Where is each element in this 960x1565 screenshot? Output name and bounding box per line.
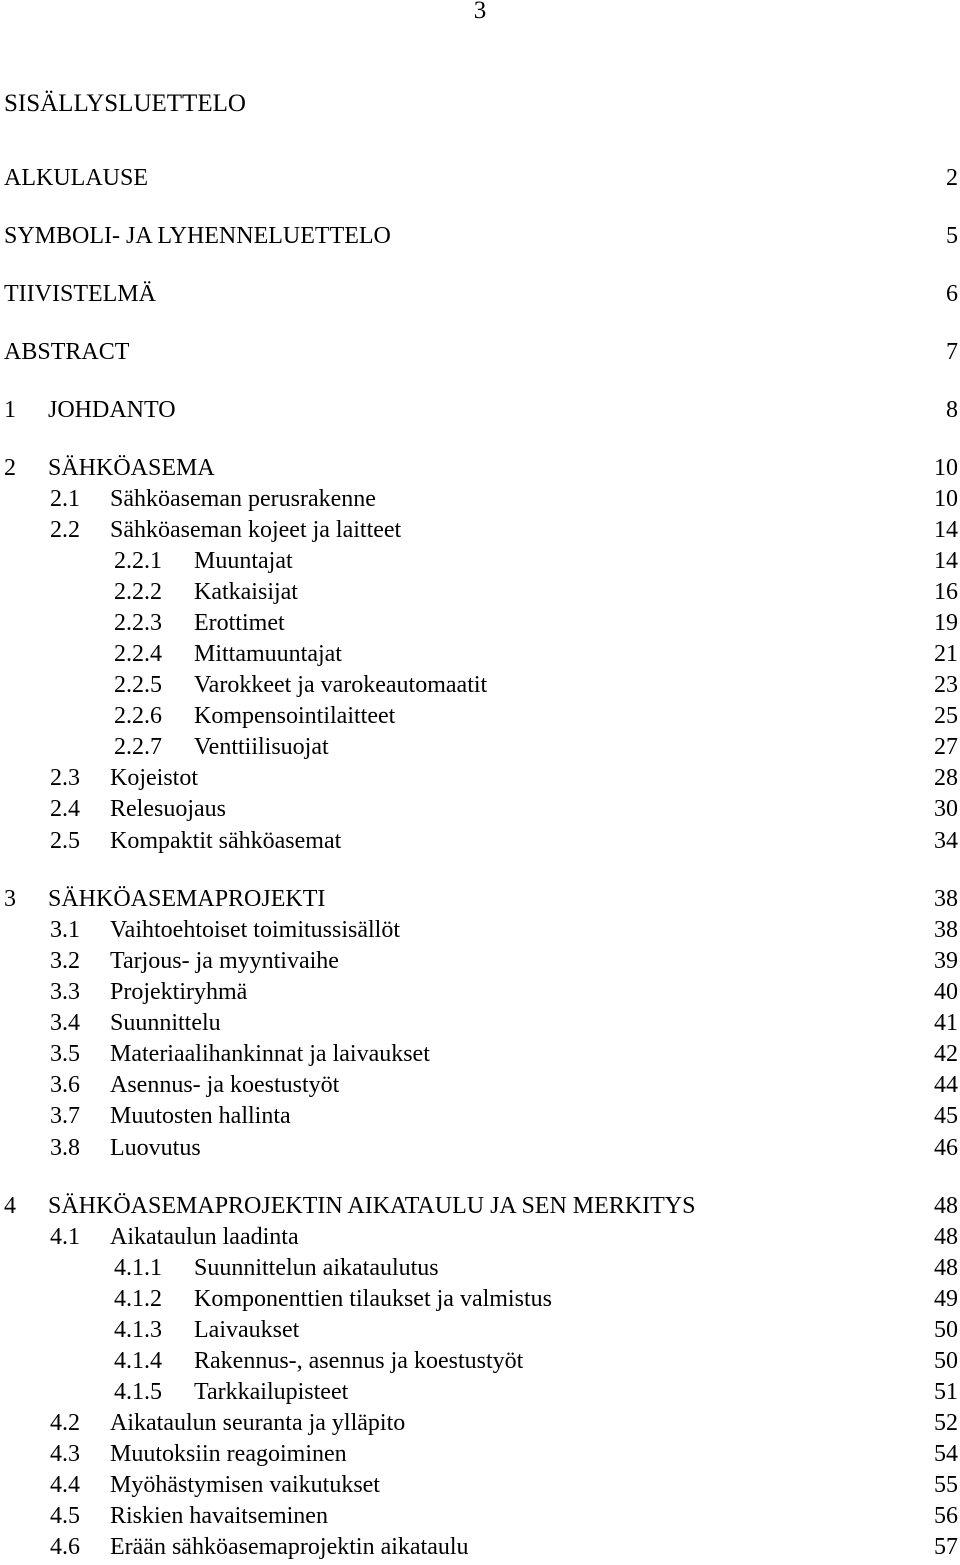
toc-entry-title: Aikataulun seuranta ja ylläpito xyxy=(110,1410,406,1436)
toc-entry-alkulause[interactable] xyxy=(0,163,958,193)
toc-entry-section-2-1[interactable] xyxy=(0,484,958,514)
toc-entry-number: 4.5 xyxy=(50,1503,80,1529)
toc-entry-section-2-2-1[interactable] xyxy=(0,546,958,576)
toc-entry-title: Aikataulun laadinta xyxy=(110,1224,299,1250)
toc-entry-section-4-2[interactable] xyxy=(0,1408,958,1438)
toc-entry-section-4-1-1[interactable] xyxy=(0,1253,958,1283)
toc-entry-chapter-2[interactable] xyxy=(0,453,958,483)
toc-entry-number: 3.3 xyxy=(50,979,80,1005)
toc-entry-title: Myöhästymisen vaikutukset xyxy=(110,1472,380,1498)
toc-entry-section-3-2[interactable] xyxy=(0,946,958,976)
toc-entry-number: 2.2.7 xyxy=(114,734,162,760)
toc-entry-page: 45 xyxy=(934,1103,958,1129)
toc-entry-page: 14 xyxy=(934,517,958,543)
toc-entry-number: 3.6 xyxy=(50,1072,80,1098)
toc-entry-section-3-1[interactable] xyxy=(0,915,958,945)
toc-entry-page: 48 xyxy=(934,1255,958,1281)
toc-entry-page: 21 xyxy=(934,641,958,667)
toc-entry-number: 3.2 xyxy=(50,948,80,974)
toc-entry-section-4-6[interactable] xyxy=(0,1532,958,1562)
toc-entry-section-2-2-5[interactable] xyxy=(0,670,958,700)
toc-entry-title: Vaihtoehtoiset toimitussisällöt xyxy=(110,917,400,943)
toc-entry-page: 57 xyxy=(934,1534,958,1560)
toc-entry-title: Asennus- ja koestustyöt xyxy=(110,1072,340,1098)
toc-entry-number: 2.2.4 xyxy=(114,641,162,667)
toc-entry-title: Kompensointilaitteet xyxy=(194,703,396,729)
toc-entry-title: Mittamuuntajat xyxy=(194,641,342,667)
toc-entry-title: Riskien havaitseminen xyxy=(110,1503,328,1529)
toc-entry-section-2-3[interactable] xyxy=(0,763,958,793)
toc-entry-page: 2 xyxy=(946,165,958,191)
toc-entry-page: 16 xyxy=(934,579,958,605)
toc-entry-section-2-2[interactable] xyxy=(0,515,958,545)
toc-entry-page: 34 xyxy=(934,828,958,854)
toc-entry-page: 56 xyxy=(934,1503,958,1529)
toc-entry-page: 50 xyxy=(934,1317,958,1343)
toc-entry-number: 2.2.2 xyxy=(114,579,162,605)
toc-entry-page: 30 xyxy=(934,796,958,822)
toc-entry-title: SÄHKÖASEMAPROJEKTIN AIKATAULU JA SEN MERKITYS xyxy=(48,1193,696,1219)
toc-entry-number: 3.8 xyxy=(50,1135,80,1161)
toc-entry-page: 44 xyxy=(934,1072,958,1098)
toc-entry-page: 10 xyxy=(934,455,958,481)
toc-entry-number: 2.4 xyxy=(50,796,80,822)
toc-entry-title: Komponenttien tilaukset ja valmistus xyxy=(194,1286,552,1312)
toc-entry-section-4-1-4[interactable] xyxy=(0,1346,958,1376)
toc-entry-page: 46 xyxy=(934,1135,958,1161)
toc-entry-page: 54 xyxy=(934,1441,958,1467)
toc-entry-title: Rakennus-, asennus ja koestustyöt xyxy=(194,1348,524,1374)
toc-entry-page: 14 xyxy=(934,548,958,574)
toc-entry-section-4-1[interactable] xyxy=(0,1222,958,1252)
toc-entry-number: 2.2 xyxy=(50,517,80,543)
toc-entry-page: 10 xyxy=(934,486,958,512)
toc-entry-title: Relesuojaus xyxy=(110,796,226,822)
toc-entry-page: 23 xyxy=(934,672,958,698)
toc-entry-title: Materiaalihankinnat ja laivaukset xyxy=(110,1041,430,1067)
toc-entry-page: 27 xyxy=(934,734,958,760)
toc-entry-number: 3 xyxy=(4,886,16,912)
toc-entry-page: 38 xyxy=(934,886,958,912)
toc-entry-section-2-2-6[interactable] xyxy=(0,701,958,731)
toc-entry-title: ALKULAUSE xyxy=(4,165,148,191)
toc-entry-number: 4.1.4 xyxy=(114,1348,162,1374)
toc-entry-number: 3.7 xyxy=(50,1103,80,1129)
toc-entry-number: 2.5 xyxy=(50,828,80,854)
toc-entry-section-3-8[interactable] xyxy=(0,1133,958,1163)
toc-entry-page: 40 xyxy=(934,979,958,1005)
toc-entry-number: 3.1 xyxy=(50,917,80,943)
toc-entry-title: Laivaukset xyxy=(194,1317,300,1343)
toc-entry-page: 55 xyxy=(934,1472,958,1498)
toc-entry-number: 3.4 xyxy=(50,1010,80,1036)
toc-entry-number: 2.2.1 xyxy=(114,548,162,574)
toc-entry-title: Projektiryhmä xyxy=(110,979,248,1005)
toc-entry-title: SÄHKÖASEMAPROJEKTI xyxy=(48,886,326,912)
toc-entry-number: 4.2 xyxy=(50,1410,80,1436)
toc-entry-tiivistelma[interactable] xyxy=(0,279,958,309)
toc-entry-number: 3.5 xyxy=(50,1041,80,1067)
toc-entry-chapter-3[interactable] xyxy=(0,884,958,914)
toc-entry-title: TIIVISTELMÄ xyxy=(4,281,156,307)
toc-entry-page: 8 xyxy=(946,397,958,423)
toc-entry-title: Varokkeet ja varokeautomaatit xyxy=(194,672,488,698)
toc-entry-title: SYMBOLI- JA LYHENNELUETTELO xyxy=(4,223,391,249)
toc-entry-title: Erään sähköasemaprojektin aikataulu xyxy=(110,1534,469,1560)
toc-entry-number: 2.2.3 xyxy=(114,610,162,636)
toc-entry-section-4-1-5[interactable] xyxy=(0,1377,958,1407)
toc-entry-title: ABSTRACT xyxy=(4,339,130,365)
toc-entry-page: 48 xyxy=(934,1193,958,1219)
toc-entry-number: 4.1 xyxy=(50,1224,80,1250)
toc-entry-section-4-3[interactable] xyxy=(0,1439,958,1469)
toc-entry-number: 4.1.1 xyxy=(114,1255,162,1281)
toc-entry-title: Kojeistot xyxy=(110,765,198,791)
toc-entry-page: 25 xyxy=(934,703,958,729)
page-number: 3 xyxy=(473,0,487,24)
toc-entry-section-3-7[interactable] xyxy=(0,1101,958,1131)
toc-entry-title: Suunnittelu xyxy=(110,1010,221,1036)
toc-entry-number: 2.2.6 xyxy=(114,703,162,729)
toc-entry-page: 41 xyxy=(934,1010,958,1036)
toc-entry-page: 52 xyxy=(934,1410,958,1436)
toc-entry-section-4-4[interactable] xyxy=(0,1470,958,1500)
toc-entry-section-4-1-2[interactable] xyxy=(0,1284,958,1314)
toc-entry-title: Sähköaseman kojeet ja laitteet xyxy=(110,517,402,543)
toc-entry-section-3-4[interactable] xyxy=(0,1008,958,1038)
toc-entry-page: 48 xyxy=(934,1224,958,1250)
toc-entry-number: 4.1.5 xyxy=(114,1379,162,1405)
toc-entry-section-2-2-3[interactable] xyxy=(0,608,958,638)
toc-entry-page: 7 xyxy=(946,339,958,365)
toc-entry-number: 2.1 xyxy=(50,486,80,512)
toc-entry-section-3-5[interactable] xyxy=(0,1039,958,1069)
toc-entry-title: Muutoksiin reagoiminen xyxy=(110,1441,347,1467)
toc-entry-page: 51 xyxy=(934,1379,958,1405)
toc-entry-section-2-2-7[interactable] xyxy=(0,732,958,762)
toc-entry-number: 4.3 xyxy=(50,1441,80,1467)
toc-entry-section-2-2-4[interactable] xyxy=(0,639,958,669)
toc-entry-page: 6 xyxy=(946,281,958,307)
toc-entry-section-2-4[interactable] xyxy=(0,794,958,824)
toc-entry-section-4-5[interactable] xyxy=(0,1501,958,1531)
toc-entry-page: 50 xyxy=(934,1348,958,1374)
toc-entry-section-2-2-2[interactable] xyxy=(0,577,958,607)
toc-entry-title: Erottimet xyxy=(194,610,285,636)
toc-entry-abstract[interactable] xyxy=(0,337,958,367)
toc-entry-number: 4 xyxy=(4,1193,16,1219)
toc-entry-title: JOHDANTO xyxy=(48,397,176,423)
toc-entry-page: 49 xyxy=(934,1286,958,1312)
toc-entry-title: Luovutus xyxy=(110,1135,201,1161)
toc-entry-page: 42 xyxy=(934,1041,958,1067)
toc-entry-chapter-4[interactable] xyxy=(0,1191,958,1221)
toc-entry-number: 1 xyxy=(4,397,16,423)
toc-entry-page: 19 xyxy=(934,610,958,636)
toc-entry-page: 39 xyxy=(934,948,958,974)
toc-entry-number: 4.1.2 xyxy=(114,1286,162,1312)
toc-entry-section-3-3[interactable] xyxy=(0,977,958,1007)
toc-entry-number: 4.1.3 xyxy=(114,1317,162,1343)
page-title: SISÄLLYSLUETTELO xyxy=(4,90,246,117)
toc-entry-title: Venttiilisuojat xyxy=(194,734,329,760)
toc-entry-chapter-1[interactable] xyxy=(0,395,958,425)
toc-entry-number: 2 xyxy=(4,455,16,481)
toc-entry-title: Suunnittelun aikataulutus xyxy=(194,1255,439,1281)
toc-entry-title: Muutosten hallinta xyxy=(110,1103,291,1129)
toc-entry-title: Tarjous- ja myyntivaihe xyxy=(110,948,339,974)
toc-entry-section-4-1-3[interactable] xyxy=(0,1315,958,1345)
toc-entry-title: Sähköaseman perusrakenne xyxy=(110,486,376,512)
toc-entry-title: Tarkkailupisteet xyxy=(194,1379,349,1405)
toc-entry-number: 4.6 xyxy=(50,1534,80,1560)
toc-entry-number: 2.2.5 xyxy=(114,672,162,698)
toc-entry-title: Katkaisijat xyxy=(194,579,298,605)
toc-entry-title: Muuntajat xyxy=(194,548,293,574)
toc-entry-page: 5 xyxy=(946,223,958,249)
toc-entry-title: SÄHKÖASEMA xyxy=(48,455,215,481)
toc-entry-title: Kompaktit sähköasemat xyxy=(110,828,342,854)
toc-entry-page: 38 xyxy=(934,917,958,943)
toc-entry-symboli-ja-lyhenneluettelo[interactable] xyxy=(0,221,958,251)
toc-entry-number: 2.3 xyxy=(50,765,80,791)
toc-entry-number: 4.4 xyxy=(50,1472,80,1498)
toc-entry-page: 28 xyxy=(934,765,958,791)
toc-entry-section-3-6[interactable] xyxy=(0,1070,958,1100)
toc-entry-section-2-5[interactable] xyxy=(0,826,958,856)
